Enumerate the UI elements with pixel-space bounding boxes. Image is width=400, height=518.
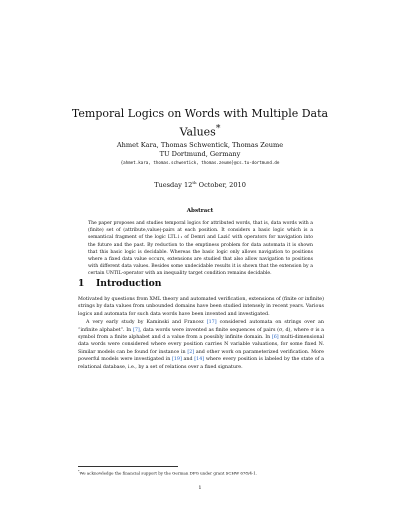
citation-link[interactable]: [6]	[271, 335, 279, 341]
citation-link[interactable]: [17]	[206, 320, 217, 326]
paper-title-text: Temporal Logics on Words with Multiple Data Values	[71, 107, 329, 139]
section-heading	[78, 278, 161, 290]
citation-link[interactable]: [19]	[172, 357, 182, 363]
paragraph-2-text-b: considered automata on strings over an “infinite alphabet”. In	[78, 320, 324, 333]
abstract-text: The paper proposes and studies temporal logics for attributed words, that is, data words with a (finite) set of (attribute,value)-pairs at each position. It considers a basic logic which is a semantical fragment of the logic LTL↓₁ of Demri and Lazić with operators for navigation into the future and the past. By reduction to the emptiness problem for data automata it is shown that this basic logic is decidable. Whereas the basic logic only allows navigation to positions where a fixed data value occurs, extensions are studied that also allow navigation to positions with different data values. Besides some undecidable results it is shown that the extension by a certain UNTIL-operator with an inequality target condition remains decidable.	[88, 221, 313, 277]
paragraph-2-text-a: A very early study by Kaminski and Francez	[86, 320, 207, 326]
paragraph-2-text-f: and	[181, 357, 195, 363]
footnote	[78, 469, 328, 476]
paper-title	[70, 106, 330, 140]
footnote-text: We acknowledge the financial support by the German DFG under grant SCHW 678/4-1.	[79, 470, 258, 476]
date-prefix: Tuesday 12	[154, 181, 193, 190]
section-title: Introduction	[96, 278, 162, 289]
title-footnote-mark: *	[215, 123, 221, 134]
section-number: 1	[78, 278, 85, 289]
footnote-mark: *	[78, 469, 80, 473]
affiliation: TU Dortmund, Germany	[159, 150, 241, 158]
section-body	[78, 296, 324, 372]
paragraph-2-text-d: multi-dimensional data words were considered where every position carries N variable valuations, for some fixed N. Similar models can be found for instance in	[78, 335, 324, 355]
citation-link[interactable]: [2]	[187, 349, 195, 355]
abstract-heading: Abstract	[186, 208, 214, 214]
date-suffix: October, 2010	[196, 181, 246, 190]
author-emails: {ahmet.kara, thomas.schwentick, thomas.zeume}@cs.tu-dortmund.de	[120, 160, 280, 165]
author-list: Ahmet Kara, Thomas Schwentick, Thomas Zeume	[116, 141, 284, 149]
paragraph-2-text-c: , data words were invented as finite sequences of pairs (σ, d), where σ is a symbol from a finite alphabet and d a value from a possibly infinite domain. In	[78, 327, 325, 341]
date-ordinal: th	[192, 180, 197, 185]
paragraph-1: Motivated by questions from XML theory and automated verification, extensions of (finite or infinite) strings by data values from unbounded domains have been studied intensely in recent years. Various logics and automata for such data words have been invented and investigated.	[78, 297, 324, 317]
citation-link[interactable]: [7]	[132, 327, 140, 333]
paragraph-2	[78, 319, 324, 371]
footnote-divider	[78, 466, 178, 467]
paragraph-2-text-g: where every position is labeled by the state of a relational database, i.e., by a set of relations over a fixed signature.	[78, 357, 324, 370]
paper-date	[70, 178, 330, 190]
paragraph-2-text-e: and other work on parameterized verification. More powerful models were investigated in	[78, 349, 325, 363]
citation-link[interactable]: [14]	[194, 357, 205, 363]
page-number: 1	[198, 485, 202, 491]
